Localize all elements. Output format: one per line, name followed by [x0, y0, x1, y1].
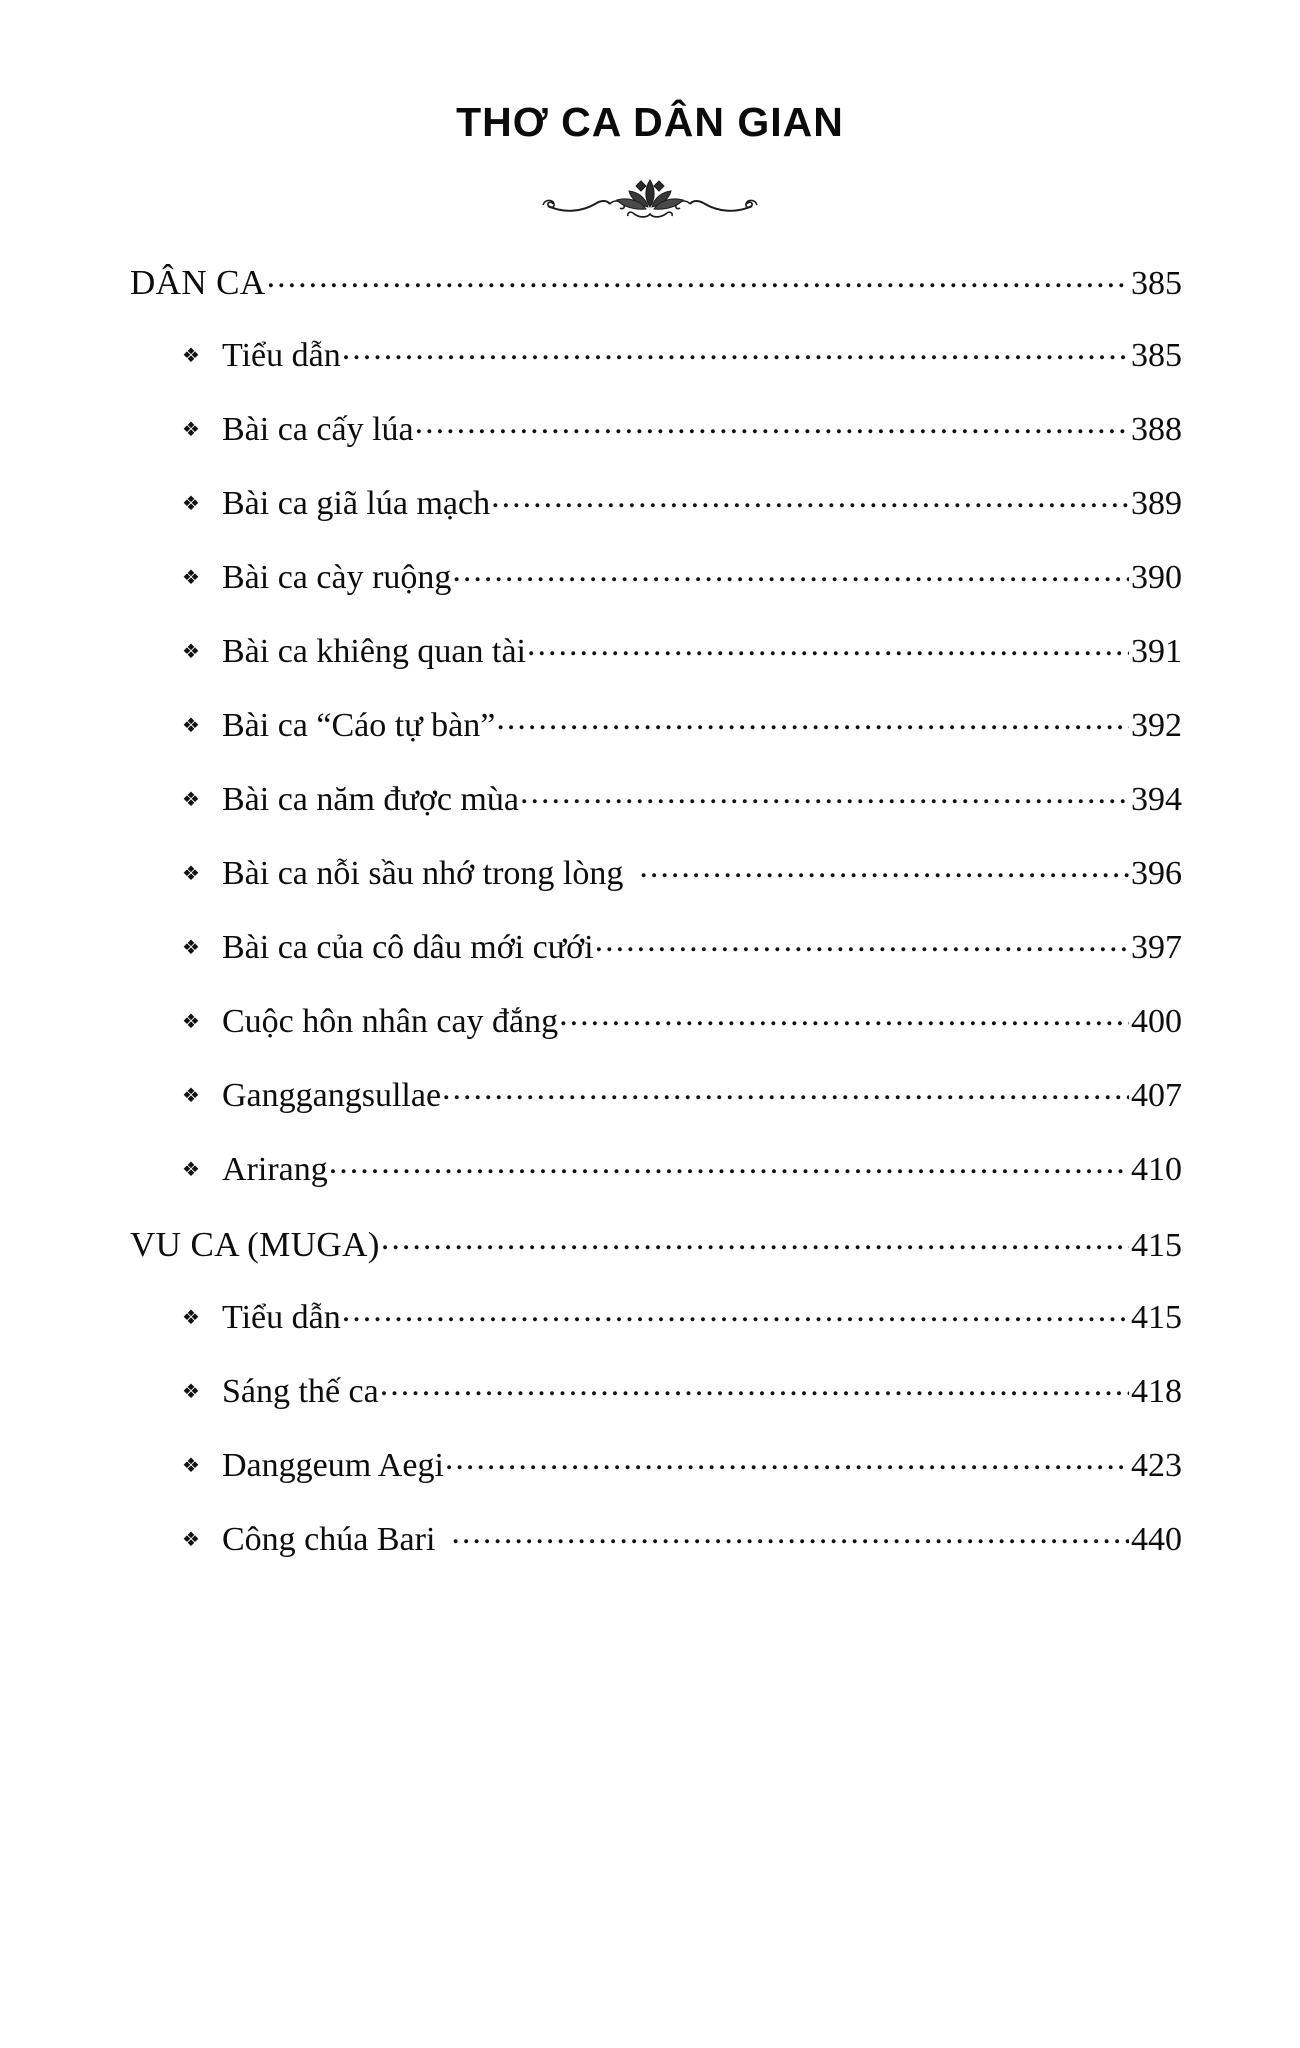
toc-item-label: VU CA (MUGA) [130, 1225, 380, 1265]
diamond-bullet-icon: ❖ [182, 863, 200, 886]
dot-leader [452, 572, 1129, 588]
toc-item-label: DÂN CA [130, 263, 266, 303]
diamond-bullet-icon: ❖ [182, 715, 200, 738]
dot-leader [329, 1164, 1129, 1180]
toc-entry-row[interactable] [130, 931, 1182, 1005]
diamond-bullet-icon: ❖ [182, 419, 200, 442]
dot-leader [451, 1534, 1129, 1550]
dot-leader [415, 424, 1129, 440]
toc-entry-row[interactable] [130, 709, 1182, 783]
toc-page-number: 391 [1131, 633, 1182, 671]
toc-entry-row[interactable] [130, 1005, 1182, 1079]
dot-leader [381, 1240, 1129, 1256]
toc-item-label: Sáng thế ca [222, 1373, 379, 1411]
toc-item-label: Tiểu dẫn [222, 337, 341, 375]
toc-item-label: Tiểu dẫn [222, 1299, 341, 1337]
toc-page-number: 388 [1131, 411, 1182, 449]
toc-page-number: 396 [1131, 855, 1182, 893]
toc-page-number: 397 [1131, 929, 1182, 967]
toc-page-number: 392 [1131, 707, 1182, 745]
diamond-bullet-icon: ❖ [182, 1381, 200, 1404]
toc-item-label: Cuộc hôn nhân cay đắng [222, 1003, 559, 1041]
toc-item-label: Công chúa Bari [222, 1521, 436, 1559]
toc-item-label: Bài ca cày ruộng [222, 559, 452, 597]
toc-item-label: Bài ca nỗi sầu nhớ trong lòng [222, 855, 624, 893]
toc-page-number: 407 [1131, 1077, 1182, 1115]
toc-entry-row[interactable] [130, 635, 1182, 709]
toc-item-label: Bài ca năm được mùa [222, 781, 519, 819]
dot-leader [496, 720, 1129, 736]
toc-entry-row[interactable] [130, 561, 1182, 635]
toc-page-number: 389 [1131, 485, 1182, 523]
dot-leader [267, 278, 1129, 294]
diamond-bullet-icon: ❖ [182, 345, 200, 368]
diamond-bullet-icon: ❖ [182, 1307, 200, 1330]
toc-entry-row[interactable] [130, 857, 1182, 931]
toc-section-row[interactable] [130, 1227, 1182, 1301]
toc-item-label: Arirang [222, 1151, 328, 1189]
diamond-bullet-icon: ❖ [182, 1455, 200, 1478]
dot-leader [491, 498, 1129, 514]
toc-page-number: 415 [1131, 1299, 1182, 1337]
diamond-bullet-icon: ❖ [182, 937, 200, 960]
toc-entry-row[interactable] [130, 1523, 1182, 1597]
toc-entry-row[interactable] [130, 1375, 1182, 1449]
toc-item-label: Bài ca khiêng quan tài [222, 633, 527, 671]
toc-item-label: Bài ca cấy lúa [222, 411, 414, 449]
toc-item-label: Bài ca “Cáo tự bàn” [222, 707, 496, 745]
toc-page-number: 440 [1131, 1521, 1182, 1559]
diamond-bullet-icon: ❖ [182, 493, 200, 516]
diamond-bullet-icon: ❖ [182, 1159, 200, 1182]
toc-page-number: 390 [1131, 559, 1182, 597]
toc-page-number: 423 [1131, 1447, 1182, 1485]
page-title: THƠ CA DÂN GIAN [456, 99, 844, 145]
toc-item-label: Danggeum Aegi [222, 1447, 444, 1485]
toc-entry-row[interactable] [130, 487, 1182, 561]
dot-leader [595, 942, 1129, 958]
dot-leader [520, 794, 1129, 810]
toc-entry-row[interactable] [130, 1079, 1182, 1153]
table-of-contents [0, 265, 1300, 1597]
toc-entry-row[interactable] [130, 339, 1182, 413]
toc-page-number: 400 [1131, 1003, 1182, 1041]
dot-leader [639, 868, 1129, 884]
toc-page-number: 385 [1131, 265, 1182, 303]
diamond-bullet-icon: ❖ [182, 641, 200, 664]
toc-page-number: 394 [1131, 781, 1182, 819]
toc-section-row[interactable] [130, 265, 1182, 339]
toc-entry-row[interactable] [130, 413, 1182, 487]
diamond-bullet-icon: ❖ [182, 789, 200, 812]
dot-leader [342, 1312, 1129, 1328]
dot-leader [527, 646, 1129, 662]
dot-leader [342, 350, 1129, 366]
dot-leader [559, 1016, 1129, 1032]
diamond-bullet-icon: ❖ [182, 567, 200, 590]
title-block [0, 0, 1300, 223]
toc-entry-row[interactable] [130, 783, 1182, 857]
toc-entry-row[interactable] [130, 1301, 1182, 1375]
toc-item-label: Bài ca giã lúa mạch [222, 485, 491, 523]
toc-page-number: 385 [1131, 337, 1182, 375]
toc-entry-row[interactable] [130, 1153, 1182, 1227]
lotus-flourish-ornament [535, 171, 765, 223]
toc-item-label: Ganggangsullae [222, 1077, 442, 1115]
diamond-bullet-icon: ❖ [182, 1011, 200, 1034]
dot-leader [442, 1090, 1129, 1106]
toc-page-number: 415 [1131, 1227, 1182, 1265]
diamond-bullet-icon: ❖ [182, 1085, 200, 1108]
toc-page-number: 410 [1131, 1151, 1182, 1189]
dot-leader [380, 1386, 1129, 1402]
toc-entry-row[interactable] [130, 1449, 1182, 1523]
dot-leader [445, 1460, 1129, 1476]
toc-page-number: 418 [1131, 1373, 1182, 1411]
diamond-bullet-icon: ❖ [182, 1529, 200, 1552]
toc-item-label: Bài ca của cô dâu mới cưới [222, 929, 594, 967]
